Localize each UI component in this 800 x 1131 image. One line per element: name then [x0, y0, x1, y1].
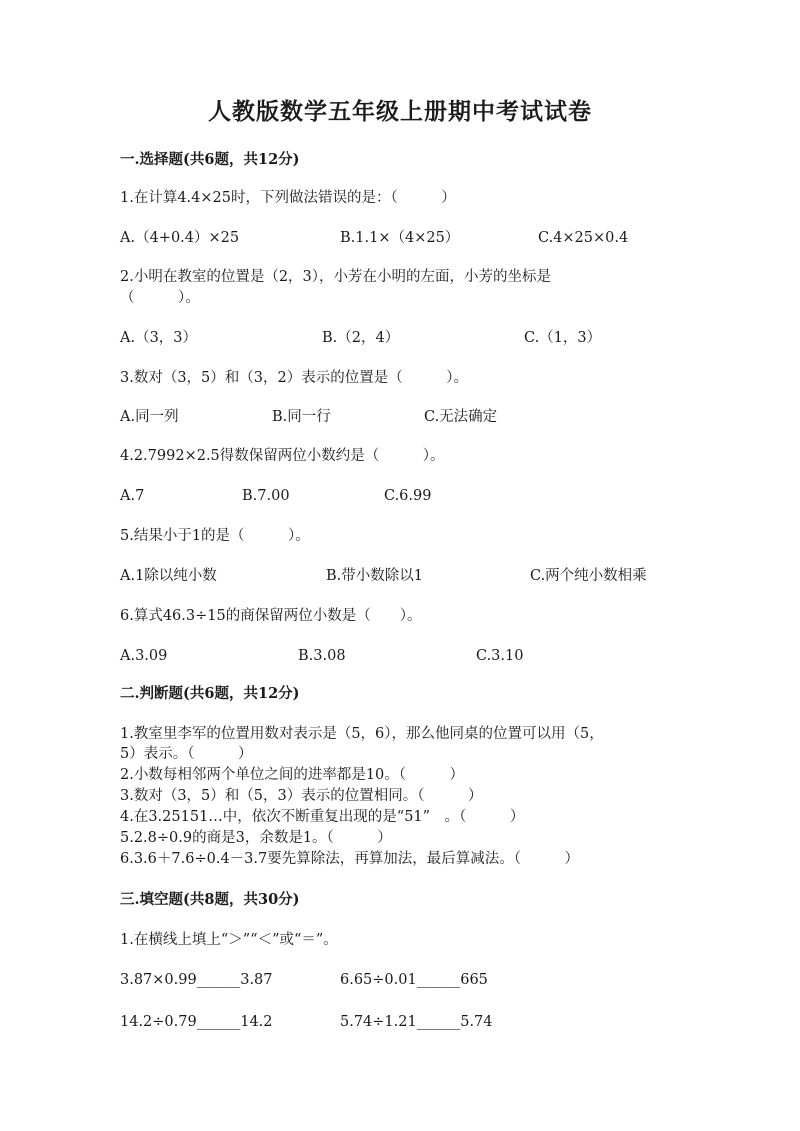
option-a: A.同一列 [120, 409, 179, 425]
question-stem: 2.小明在教室的位置是（2，3），小芳在小明的左面，小芳的坐标是 [120, 269, 552, 285]
fill-blank-item: 3.87×0.99______3.87 [120, 972, 273, 988]
option-b: B.7.00 [242, 488, 290, 504]
option-b: B.（2，4） [322, 330, 400, 346]
judgment-line: 3.数对（3，5）和（5，3）表示的位置相同。（ ） [120, 788, 483, 804]
option-b: B.同一行 [272, 409, 331, 425]
question-stem: 1.在计算4.4×25时，下列做法错误的是：（ ） [120, 190, 456, 206]
question-stem-continued: （ ）。 [120, 290, 200, 306]
fill-blank-item: 14.2÷0.79______14.2 [120, 1014, 273, 1030]
judgment-line: 5）表示。（ ） [120, 746, 253, 762]
option-a: A.3.09 [120, 648, 168, 664]
judgment-line: 2.小数每相邻两个单位之间的进率都是10。（ ） [120, 767, 465, 783]
option-c: C.4×25×0.4 [538, 230, 629, 246]
option-a: A.7 [120, 488, 145, 504]
judgment-line: 1.教室里李军的位置用数对表示是（5，6），那么他同桌的位置可以用（5， [120, 726, 604, 742]
question-stem: 4.2.7992×2.5得数保留两位小数约是（ ）。 [120, 448, 445, 464]
option-a: A.（3，3） [120, 330, 198, 346]
option-c: C.无法确定 [424, 409, 498, 425]
question-stem: 1.在横线上填上“＞”“＜”或“＝”。 [120, 932, 338, 948]
section-heading-judgment: 二.判断题(共6题，共12分) [120, 685, 300, 702]
option-a: A.（4+0.4）×25 [120, 230, 240, 246]
judgment-line: 5.2.8÷0.9的商是3，余数是1。（ ） [120, 830, 392, 846]
question-stem: 5.结果小于1的是（ ）。 [120, 528, 310, 544]
option-c: C.3.10 [476, 648, 524, 664]
page-title: 人教版数学五年级上册期中考试试卷 [208, 98, 592, 125]
question-stem: 6.算式46.3÷15的商保留两位小数是（ ）。 [120, 608, 422, 624]
option-c: C.两个纯小数相乘 [530, 568, 647, 584]
fill-blank-item: 5.74÷1.21______5.74 [340, 1014, 493, 1030]
option-b: B.带小数除以1 [326, 568, 423, 584]
judgment-line: 4.在3.25151…中，依次不断重复出现的是“51” 。（ ） [120, 809, 525, 825]
option-b: B.1.1×（4×25） [340, 230, 460, 246]
fill-blank-item: 6.65÷0.01______665 [340, 972, 488, 988]
option-c: C.6.99 [384, 488, 432, 504]
section-heading-fill-blank: 三.填空题(共8题，共30分) [120, 891, 300, 908]
section-heading-choice: 一.选择题(共6题，共12分) [120, 151, 300, 168]
option-b: B.3.08 [298, 648, 346, 664]
judgment-line: 6.3.6＋7.6÷0.4－3.7要先算除法，再算加法，最后算减法。（ ） [120, 851, 579, 867]
question-stem: 3.数对（3，5）和（3，2）表示的位置是（ ）。 [120, 370, 468, 386]
option-a: A.1除以纯小数 [120, 568, 217, 584]
option-c: C.（1，3） [524, 330, 602, 346]
